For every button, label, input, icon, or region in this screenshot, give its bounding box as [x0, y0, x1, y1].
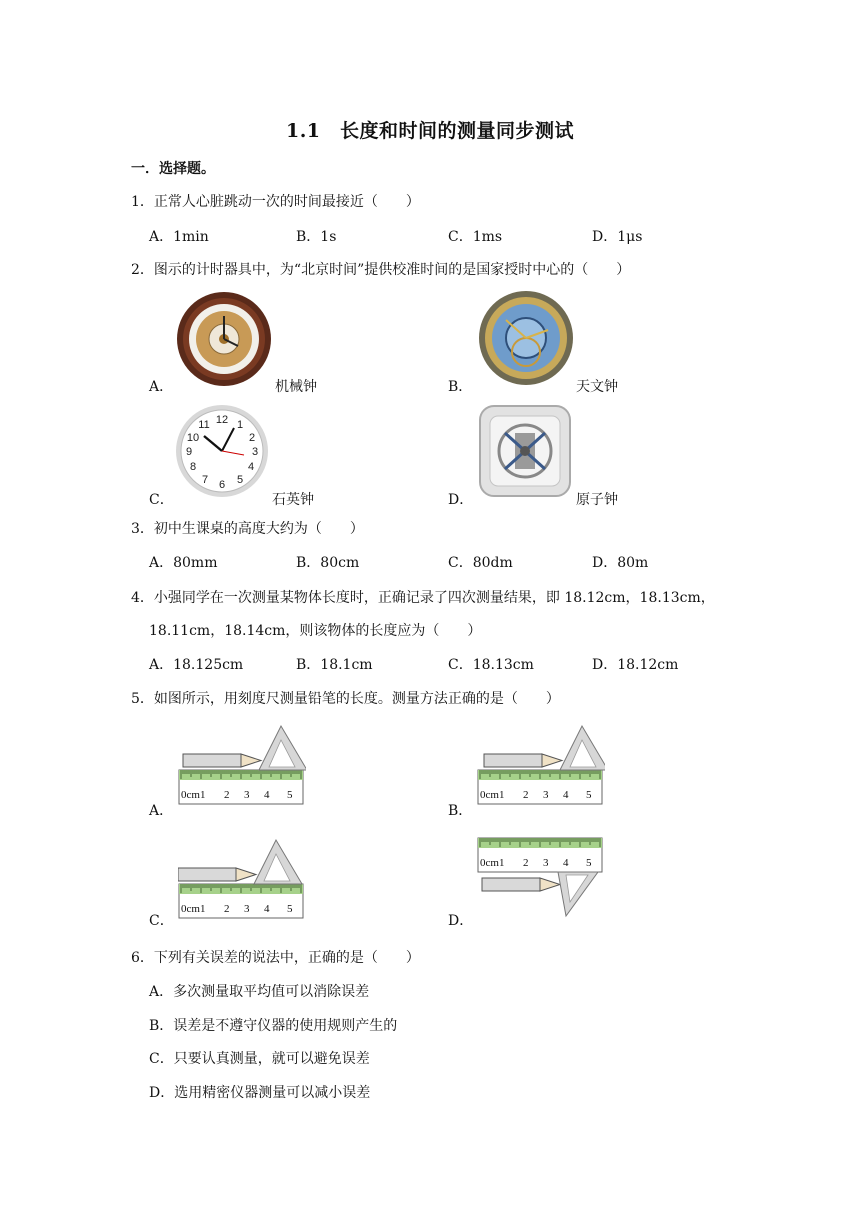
ruler-label: 5: [586, 857, 592, 869]
pencil: [482, 878, 540, 891]
pencil-tip: [241, 754, 261, 767]
q6-option-d[interactable]: D．选用精密仪器测量可以减小误差: [149, 1085, 371, 1101]
ruler-label: 0cm1: [181, 789, 206, 801]
ruler-label: 4: [264, 903, 270, 915]
svg-text:12: 12: [215, 414, 229, 426]
svg-text:5: 5: [236, 474, 244, 486]
svg-text:7: 7: [201, 474, 209, 486]
q6-option-a[interactable]: A．多次测量取平均值可以消除误差: [149, 984, 370, 1000]
q4-option-c[interactable]: C．18.13cm: [448, 657, 534, 673]
q5-option-a[interactable]: A．: [149, 803, 174, 819]
ruler-label: 2: [523, 789, 529, 801]
ruler-label: 3: [244, 903, 250, 915]
ruler-label: 0cm1: [480, 789, 505, 801]
ruler-label: 2: [523, 857, 529, 869]
pencil: [178, 868, 236, 881]
ruler-label: 2: [224, 789, 230, 801]
svg-text:3: 3: [251, 446, 259, 458]
svg-text:4: 4: [247, 461, 255, 473]
q3-option-d[interactable]: D．80m: [592, 555, 649, 571]
pencil-tip: [542, 754, 562, 767]
ruler-figure-d: [477, 836, 605, 922]
ruler-figure-c: [178, 836, 306, 922]
ruler-label: 3: [543, 857, 549, 869]
ruler-label: 0cm1: [181, 903, 206, 915]
pencil: [484, 754, 542, 767]
q2-option-d-caption: 原子钟: [576, 492, 618, 508]
q1-option-b[interactable]: B．1s: [296, 229, 337, 245]
ruler-label: 4: [264, 789, 270, 801]
q3-option-c[interactable]: C．80dm: [448, 555, 513, 571]
section-heading: 一．选择题。: [131, 161, 215, 177]
q2-option-d-letter[interactable]: D．: [448, 492, 474, 508]
q2-option-a-caption: 机械钟: [275, 379, 317, 395]
ruler-label: 5: [287, 789, 293, 801]
ruler-label: 4: [563, 789, 569, 801]
svg-text:2: 2: [248, 432, 256, 444]
astronomical-clock-icon: [476, 290, 576, 388]
quartz-clock-icon: [174, 403, 270, 499]
q2-option-a-letter[interactable]: A．: [149, 379, 174, 395]
ruler-figure-a: [178, 722, 306, 808]
svg-text:11: 11: [198, 419, 210, 431]
question-4-stem-line-2: 18.11cm，18.14cm，则该物体的长度应为（ ）: [149, 623, 482, 639]
question-5-stem: 5．如图所示，用刻度尺测量铅笔的长度。测量方法正确的是（ ）: [131, 691, 560, 707]
atomic-clock-icon: [477, 403, 573, 499]
svg-text:1: 1: [236, 419, 244, 431]
pencil-tip: [236, 868, 256, 881]
q3-option-b[interactable]: B．80cm: [296, 555, 360, 571]
svg-text:10: 10: [186, 432, 200, 444]
ruler-label: 0cm1: [480, 857, 505, 869]
svg-text:8: 8: [189, 461, 197, 473]
q6-option-c[interactable]: C．只要认真测量，就可以避免误差: [149, 1051, 370, 1067]
ruler-figure-b: [477, 722, 605, 808]
svg-text:9: 9: [185, 446, 193, 458]
page-title: 1.1 长度和时间的测量同步测试: [285, 120, 575, 142]
question-2-stem: 2．图示的计时器具中，为“北京时间”提供校准时间的是国家授时中心的（ ）: [131, 262, 631, 278]
pencil-tip: [540, 878, 560, 891]
ruler-label: 4: [563, 857, 569, 869]
ruler-label: 5: [287, 903, 293, 915]
svg-text:6: 6: [218, 479, 226, 491]
q5-option-b[interactable]: B．: [448, 803, 473, 819]
question-3-stem: 3．初中生课桌的高度大约为（ ）: [131, 521, 364, 537]
q3-option-a[interactable]: A．80mm: [149, 555, 218, 571]
q6-option-b[interactable]: B．误差是不遵守仪器的使用规则产生的: [149, 1018, 398, 1034]
question-4-stem-line-1: 4．小强同学在一次测量某物体长度时，正确记录了四次测量结果，即 18.12cm，18.13cm，: [131, 590, 715, 606]
q1-option-a[interactable]: A．1min: [149, 229, 209, 245]
q4-option-a[interactable]: A．18.125cm: [149, 657, 244, 673]
q4-option-b[interactable]: B．18.1cm: [296, 657, 373, 673]
q2-option-c-letter[interactable]: C．: [149, 492, 174, 508]
ruler-label: 5: [586, 789, 592, 801]
q2-option-b-caption: 天文钟: [576, 379, 618, 395]
q5-option-d[interactable]: D．: [448, 913, 474, 929]
q2-option-c-caption: 石英钟: [272, 492, 314, 508]
q5-option-c[interactable]: C．: [149, 913, 174, 929]
q4-option-d[interactable]: D．18.12cm: [592, 657, 679, 673]
ruler-label: 3: [543, 789, 549, 801]
question-1-stem: 1．正常人心脏跳动一次的时间最接近（ ）: [131, 194, 420, 210]
ruler-label: 2: [224, 903, 230, 915]
question-6-stem: 6．下列有关误差的说法中，正确的是（ ）: [131, 950, 420, 966]
ruler-label: 3: [244, 789, 250, 801]
pencil: [183, 754, 241, 767]
q1-option-c[interactable]: C．1ms: [448, 229, 503, 245]
q1-option-d[interactable]: D．1μs: [592, 229, 643, 245]
q2-option-b-letter[interactable]: B．: [448, 379, 473, 395]
mechanical-clock-icon: [175, 290, 273, 388]
